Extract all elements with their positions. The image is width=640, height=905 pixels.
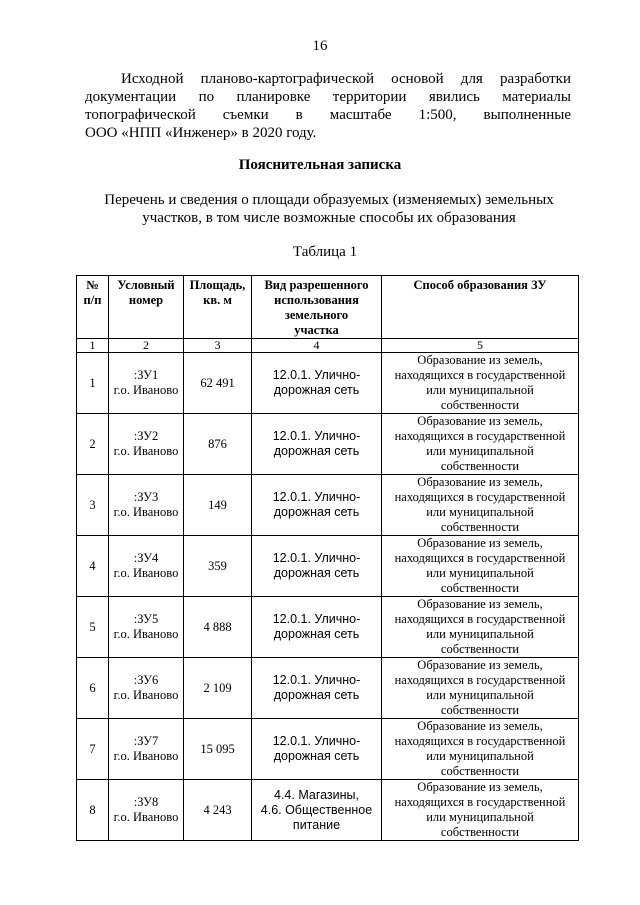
intro-line: Исходной планово-картографической основой для разработки [121, 71, 571, 87]
method-line: Образование из земель, [417, 597, 543, 611]
method-line: собственности [440, 825, 520, 839]
table-header-row [77, 276, 579, 339]
use-line: питание [292, 817, 341, 832]
plot-city: г.о. Иваново [113, 749, 179, 763]
plot-area: 359 [184, 536, 252, 597]
use-line: 12.0.1. Улично- [272, 429, 361, 443]
use-line: 12.0.1. Улично- [272, 734, 361, 748]
permitted-use [252, 597, 382, 658]
use-line: 4.6. Общественное [260, 802, 373, 817]
formation-method [382, 536, 579, 597]
column-number: 4 [252, 339, 382, 353]
use-line: дорожная сеть [273, 444, 360, 458]
intro-paragraph [85, 70, 571, 142]
use-line: 4.4. Магазины, [274, 787, 359, 802]
description-line: Перечень и сведения о площади образуемых (изменяемых) земельных [104, 192, 554, 208]
use-line: 12.0.1. Улично- [272, 551, 361, 565]
use-line: дорожная сеть [273, 505, 360, 519]
use-line: дорожная сеть [273, 383, 360, 397]
method-line: находящихся в государственной [394, 551, 566, 565]
plot-code: :ЗУ1 [133, 368, 159, 382]
column-number: 3 [184, 339, 252, 353]
plot-code-cell [109, 719, 184, 780]
plot-area: 876 [184, 414, 252, 475]
column-number: 5 [382, 339, 579, 353]
plot-code-cell [109, 597, 184, 658]
permitted-use [252, 536, 382, 597]
method-line: собственности [440, 581, 520, 595]
plot-code: :ЗУ7 [133, 734, 159, 748]
plot-code-cell [109, 658, 184, 719]
table-row [77, 780, 579, 841]
plot-area: 2 109 [184, 658, 252, 719]
plot-area: 15 095 [184, 719, 252, 780]
use-line: дорожная сеть [273, 749, 360, 763]
row-number: 1 [77, 353, 109, 414]
method-line: собственности [440, 642, 520, 656]
plot-city: г.о. Иваново [113, 627, 179, 641]
plot-area: 4 243 [184, 780, 252, 841]
method-line: Образование из земель, [417, 536, 543, 550]
method-line: Образование из земель, [417, 353, 543, 367]
description-line: участков, в том числе возможные способы их образования [142, 210, 516, 226]
permitted-use [252, 414, 382, 475]
plot-code-cell [109, 353, 184, 414]
use-line: 12.0.1. Улично- [272, 368, 361, 382]
formation-method [382, 414, 579, 475]
method-line: или муниципальной [426, 810, 534, 824]
row-number: 5 [77, 597, 109, 658]
method-line: собственности [440, 703, 520, 717]
plot-code-cell [109, 475, 184, 536]
formation-method [382, 658, 579, 719]
formation-method [382, 597, 579, 658]
method-line: находящихся в государственной [394, 368, 566, 382]
intro-line: топографической съемки в масштабе 1:500, выполненные [85, 107, 571, 123]
formation-method [382, 719, 579, 780]
plot-code: :ЗУ4 [133, 551, 159, 565]
header-cell-method: Способ образования ЗУ [382, 276, 579, 339]
method-line: находящихся в государственной [394, 734, 566, 748]
table-row [77, 353, 579, 414]
column-number: 2 [109, 339, 184, 353]
plot-city: г.о. Иваново [113, 566, 179, 580]
plot-area: 4 888 [184, 597, 252, 658]
plot-code-cell [109, 780, 184, 841]
method-line: находящихся в государственной [394, 795, 566, 809]
use-line: 12.0.1. Улично- [272, 490, 361, 504]
row-number: 2 [77, 414, 109, 475]
plot-area: 149 [184, 475, 252, 536]
plot-code: :ЗУ2 [133, 429, 159, 443]
plot-area: 62 491 [184, 353, 252, 414]
use-line: дорожная сеть [273, 688, 360, 702]
intro-line: ООО «НПП «Инженер» в 2020 году. [85, 125, 317, 141]
plot-city: г.о. Иваново [113, 688, 179, 702]
plot-code-cell [109, 536, 184, 597]
formation-method [382, 353, 579, 414]
use-line: дорожная сеть [273, 566, 360, 580]
plot-code: :ЗУ5 [133, 612, 159, 626]
column-number: 1 [77, 339, 109, 353]
method-line: Образование из земель, [417, 780, 543, 794]
method-line: или муниципальной [426, 749, 534, 763]
land-plots-table [76, 275, 579, 841]
method-line: или муниципальной [426, 688, 534, 702]
use-line: 12.0.1. Улично- [272, 673, 361, 687]
formation-method [382, 475, 579, 536]
page-number: 16 [312, 38, 328, 54]
method-line: собственности [440, 520, 520, 534]
row-number: 6 [77, 658, 109, 719]
table-row [77, 536, 579, 597]
header-cell-area: Площадь, кв. м [184, 276, 252, 339]
method-line: находящихся в государственной [394, 490, 566, 504]
header-cell-use: Вид разрешенного использования земельного участка [252, 276, 382, 339]
use-line: дорожная сеть [273, 627, 360, 641]
section-heading: Пояснительная записка [238, 157, 402, 173]
plot-city: г.о. Иваново [113, 810, 179, 824]
method-line: Образование из земель, [417, 475, 543, 489]
plot-city: г.о. Иваново [113, 505, 179, 519]
column-number-row [77, 339, 579, 353]
permitted-use [252, 475, 382, 536]
permitted-use [252, 780, 382, 841]
row-number: 7 [77, 719, 109, 780]
header-cell-code: Условный номер [109, 276, 184, 339]
header-cell-number: № п/п [77, 276, 109, 339]
method-line: находящихся в государственной [394, 673, 566, 687]
method-line: или муниципальной [426, 627, 534, 641]
method-line: Образование из земель, [417, 719, 543, 733]
method-line: Образование из земель, [417, 414, 543, 428]
method-line: или муниципальной [426, 444, 534, 458]
plot-code: :ЗУ8 [133, 795, 159, 809]
table-row [77, 597, 579, 658]
permitted-use [252, 719, 382, 780]
method-line: Образование из земель, [417, 658, 543, 672]
plot-code: :ЗУ6 [133, 673, 159, 687]
permitted-use [252, 353, 382, 414]
table-row [77, 658, 579, 719]
method-line: собственности [440, 764, 520, 778]
formation-method [382, 780, 579, 841]
row-number: 8 [77, 780, 109, 841]
method-line: находящихся в государственной [394, 612, 566, 626]
row-number: 3 [77, 475, 109, 536]
method-line: находящихся в государственной [394, 429, 566, 443]
intro-line: документации по планировке территории явились материалы [85, 89, 571, 105]
row-number: 4 [77, 536, 109, 597]
method-line: собственности [440, 398, 520, 412]
method-line: или муниципальной [426, 566, 534, 580]
use-line: 12.0.1. Улично- [272, 612, 361, 626]
table-caption: Таблица 1 [292, 244, 358, 260]
plot-city: г.о. Иваново [113, 444, 179, 458]
method-line: или муниципальной [426, 505, 534, 519]
plot-city: г.о. Иваново [113, 383, 179, 397]
table-row [77, 414, 579, 475]
table-row [77, 475, 579, 536]
plot-code-cell [109, 414, 184, 475]
table-row [77, 719, 579, 780]
table-description [0, 191, 640, 227]
method-line: или муниципальной [426, 383, 534, 397]
method-line: собственности [440, 459, 520, 473]
plot-code: :ЗУ3 [133, 490, 159, 504]
permitted-use [252, 658, 382, 719]
